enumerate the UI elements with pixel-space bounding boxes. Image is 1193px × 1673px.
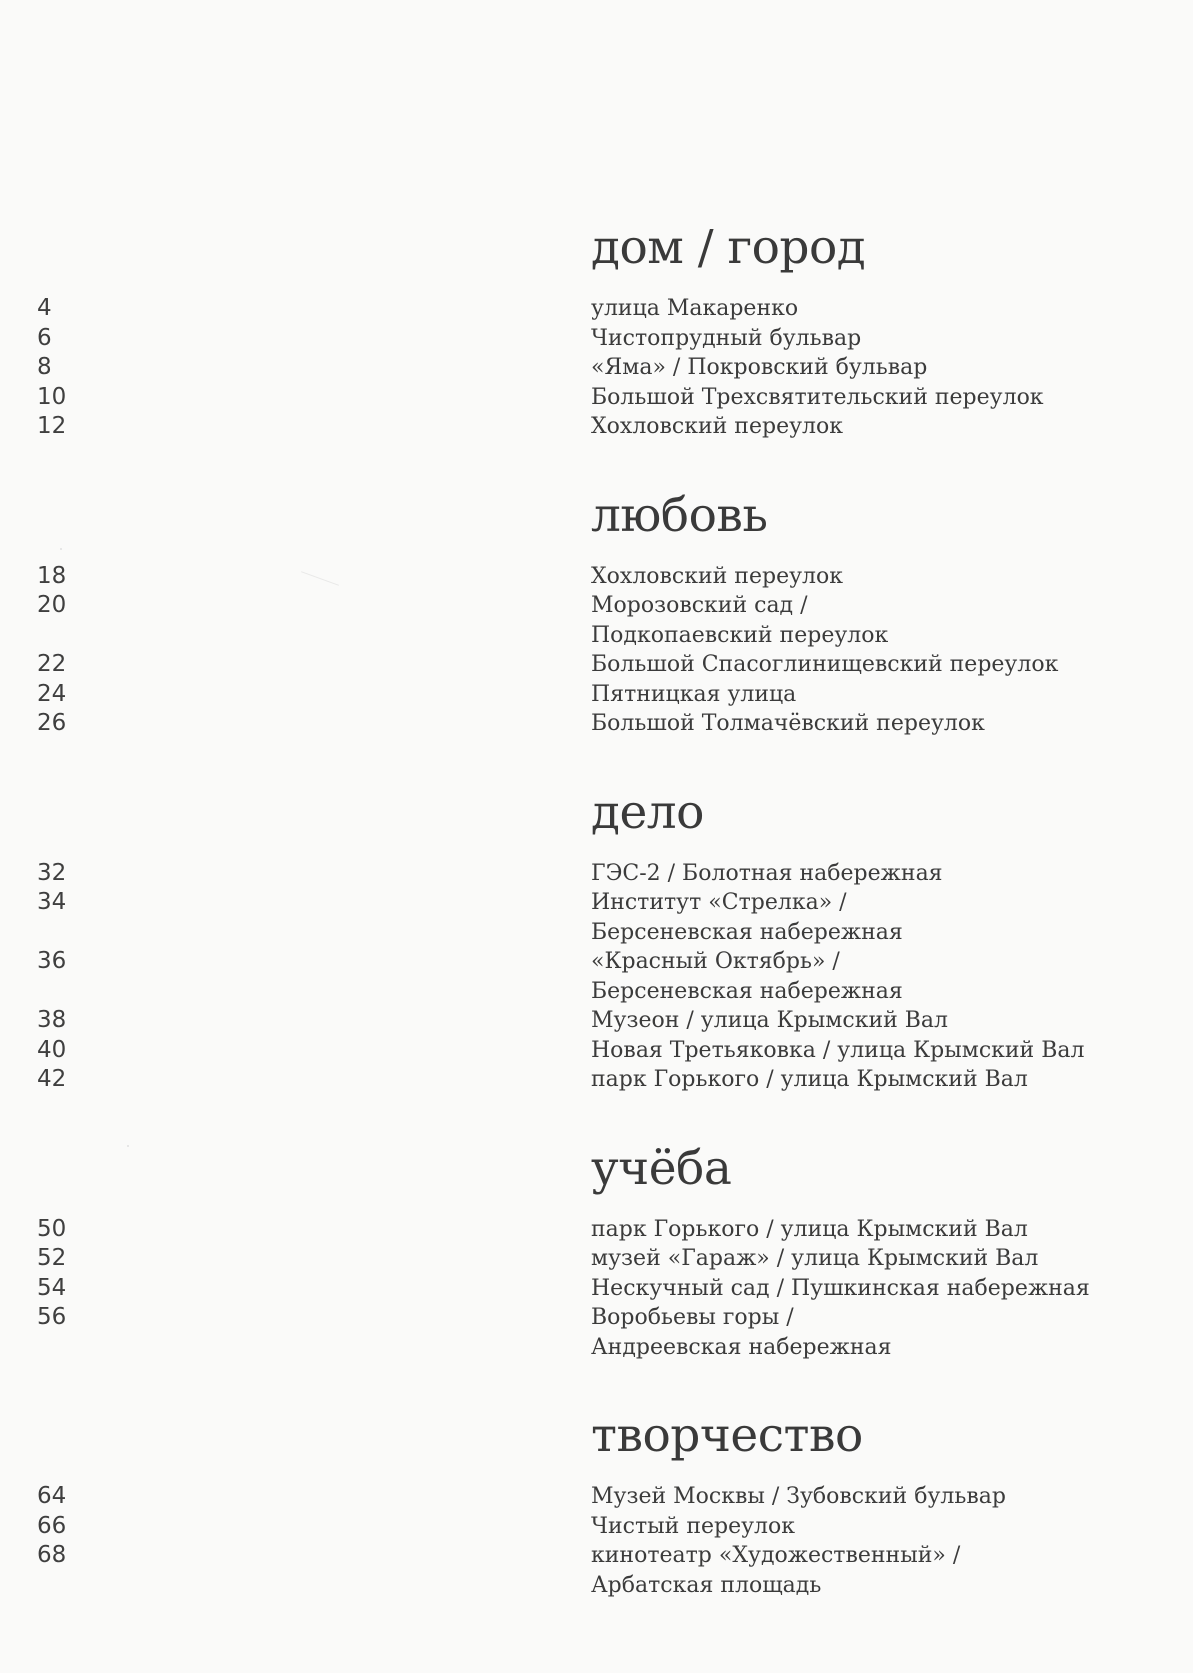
- entry-title: [591, 294, 798, 324]
- toc-entry[interactable]: [0, 1065, 1193, 1095]
- entry-title: [591, 680, 796, 710]
- entry-title: [591, 1482, 1006, 1512]
- page-number: 54: [37, 1274, 67, 1301]
- page-number: 64: [37, 1483, 67, 1509]
- entry-title-line: Морозовский сад /: [591, 593, 808, 618]
- entry-title-line: Хохловский переулок: [591, 414, 844, 439]
- page-number: 52: [37, 1245, 67, 1271]
- page-number: 20: [37, 592, 67, 618]
- toc-entry[interactable]: [0, 562, 1193, 592]
- page-number: 22: [37, 651, 67, 677]
- entry-title-line: кинотеатр «Художественный» /: [591, 1543, 961, 1568]
- section-heading: учёба: [591, 1140, 732, 1196]
- page-number: 8: [37, 354, 52, 380]
- entry-title-line: музей «Гараж» / улица Крымский Вал: [591, 1246, 1039, 1271]
- entry-title-line: Берсеневская набережная: [591, 978, 903, 1004]
- entry-title-line: Большой Спасоглинищевский переулок: [591, 652, 1059, 677]
- page-number: 38: [37, 1007, 67, 1033]
- page-number: 66: [37, 1512, 67, 1539]
- entry-title-line: Новая Третьяковка / улица Крымский Вал: [591, 1037, 1085, 1063]
- entry-title-line: Большой Трехсвятительский переулок: [591, 384, 1044, 410]
- toc-entry[interactable]: [0, 1303, 1193, 1362]
- entry-title-line: «Яма» / Покровский бульвар: [591, 355, 928, 380]
- entry-title-line: Хохловский переулок: [591, 563, 844, 589]
- section-heading: дело: [591, 784, 704, 840]
- entry-title-line: Институт «Стрелка» /: [591, 890, 847, 915]
- entry-title-line: парк Горького / улица Крымский Вал: [591, 1067, 1028, 1092]
- entry-title: [591, 353, 927, 383]
- toc-entry[interactable]: [0, 650, 1193, 680]
- entry-title-line: Андреевская набережная: [591, 1334, 892, 1360]
- entry-title-line: Пятницкая улица: [591, 681, 797, 707]
- page-number: 34: [37, 889, 67, 915]
- entry-title: [591, 947, 903, 1006]
- entry-title: [591, 1036, 1084, 1066]
- entry-title: [591, 1244, 1038, 1274]
- toc-entry[interactable]: [0, 1036, 1193, 1066]
- entry-title: [591, 859, 943, 889]
- entry-title: [591, 709, 985, 739]
- entry-title: [591, 1006, 948, 1036]
- section-spacer: [0, 739, 1193, 785]
- page-number: 68: [37, 1542, 67, 1568]
- entry-title-line: Музеон / улица Крымский Вал: [591, 1008, 949, 1033]
- toc-section: [0, 488, 1193, 739]
- toc-entry[interactable]: [0, 1006, 1193, 1036]
- entry-title-line: Чистый переулок: [591, 1513, 796, 1539]
- page-number: 32: [37, 859, 67, 886]
- table-of-contents: [0, 220, 1193, 1600]
- section-heading: дом / город: [591, 220, 866, 275]
- toc-entry[interactable]: [0, 412, 1193, 442]
- entry-title-line: Нескучный сад / Пушкинская набережная: [591, 1275, 1090, 1301]
- page-number: 6: [37, 324, 52, 351]
- entry-title: [591, 591, 888, 650]
- entry-title-line: Чистопрудный бульвар: [591, 325, 862, 351]
- section-heading: любовь: [591, 487, 768, 543]
- entry-title: [591, 1512, 795, 1542]
- entry-title: [591, 383, 1044, 413]
- entry-title: [591, 1303, 891, 1362]
- section-spacer: [0, 442, 1193, 488]
- entry-title-line: Берсеневская набережная: [591, 919, 903, 945]
- toc-section: [0, 785, 1193, 1095]
- entry-title: [591, 1274, 1090, 1304]
- page-number: 26: [37, 710, 67, 736]
- entry-title: [591, 562, 843, 592]
- entry-title-line: парк Горького / улица Крымский Вал: [591, 1216, 1028, 1242]
- toc-entry[interactable]: [0, 1512, 1193, 1542]
- toc-entry[interactable]: [0, 591, 1193, 650]
- page-number: 40: [37, 1036, 67, 1063]
- entry-title: [591, 1065, 1028, 1095]
- toc-entry[interactable]: [0, 1274, 1193, 1304]
- page-number: 56: [37, 1304, 67, 1330]
- entry-title-line: Музей Москвы / Зубовский бульвар: [591, 1484, 1006, 1509]
- page-number: 42: [37, 1066, 67, 1092]
- toc-section: [0, 1141, 1193, 1363]
- section-spacer: [0, 1095, 1193, 1141]
- entry-title-line: ГЭС-2 / Болотная набережная: [591, 860, 943, 886]
- page-number: 4: [37, 295, 52, 321]
- entry-title: [591, 888, 903, 947]
- page-number: 18: [37, 562, 67, 589]
- page-number: 24: [37, 680, 67, 707]
- toc-entry[interactable]: [0, 1482, 1193, 1512]
- toc-entry[interactable]: [0, 1541, 1193, 1600]
- toc-entry[interactable]: [0, 1215, 1193, 1245]
- entry-title: [591, 1541, 960, 1600]
- entry-title: [591, 324, 861, 354]
- entry-title-line: Воробьевы горы /: [591, 1305, 794, 1330]
- toc-entry[interactable]: [0, 1244, 1193, 1274]
- toc-entry[interactable]: [0, 324, 1193, 354]
- section-heading: творчество: [591, 1408, 863, 1463]
- page-number: 36: [37, 948, 67, 974]
- entry-title-line: Арбатская площадь: [591, 1572, 822, 1598]
- entry-title-line: Подкопаевский переулок: [591, 622, 889, 648]
- page-number: 50: [37, 1215, 67, 1242]
- toc-entry[interactable]: [0, 294, 1193, 324]
- toc-entry[interactable]: [0, 859, 1193, 889]
- toc-entry[interactable]: [0, 947, 1193, 1006]
- page-number: 12: [37, 413, 67, 439]
- entry-title: [591, 1215, 1028, 1245]
- toc-entry[interactable]: [0, 709, 1193, 739]
- toc-section: [0, 1408, 1193, 1600]
- section-spacer: [0, 1362, 1193, 1408]
- toc-entry[interactable]: [0, 383, 1193, 413]
- entry-title: [591, 650, 1058, 680]
- toc-entry[interactable]: [0, 353, 1193, 383]
- entry-title-line: Большой Толмачёвский переулок: [591, 711, 985, 736]
- toc-entry[interactable]: [0, 680, 1193, 710]
- toc-section: [0, 220, 1193, 442]
- page-number: 10: [37, 383, 67, 410]
- entry-title-line: «Красный Октябрь» /: [591, 949, 840, 974]
- entry-title: [591, 412, 843, 442]
- toc-entry[interactable]: [0, 888, 1193, 947]
- entry-title-line: улица Макаренко: [591, 296, 799, 321]
